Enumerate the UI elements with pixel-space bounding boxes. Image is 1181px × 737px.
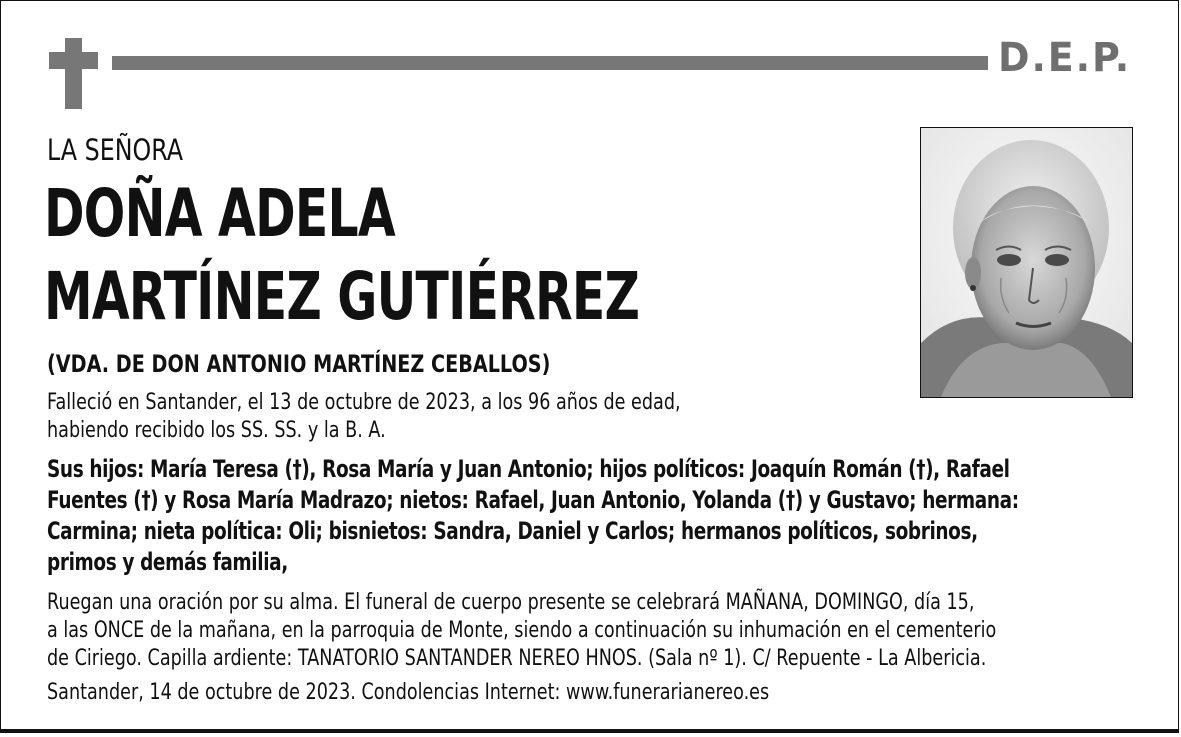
death-notice <box>47 389 681 445</box>
funeral-line: a las ONCE de la mañana, en la parroquia de Monte, siendo a continuación su inhumación en el cementerio <box>47 618 997 643</box>
funeral-line: de Ciriego. Capilla ardiente: TANATORIO SANTANDER NEREO HNOS. (Sala nº 1). C/ Repuente - La Albericia. <box>47 646 987 671</box>
intro-title: LA SEÑORA <box>47 133 184 167</box>
family-line: primos y demás familia, <box>47 548 288 576</box>
funeral-details <box>47 589 996 673</box>
footer-line: Santander, 14 de octubre de 2023. Condolencias Internet: www.funerarianereo.es <box>47 680 770 705</box>
portrait-photo <box>920 127 1133 398</box>
family-list <box>47 454 1019 578</box>
deceased-name-line1: DOÑA ADELA <box>44 175 395 252</box>
header-rule <box>112 56 988 70</box>
funeral-line: Ruegan una oración por su alma. El funeral de cuerpo presente se celebrará MAÑANA, DOMINGO, día 15, <box>47 590 975 615</box>
family-line: Sus hijos: María Teresa (†), Rosa María y Juan Antonio; hijos políticos: Joaquín Román (†), Rafael <box>47 455 1010 483</box>
widow-of-line: (VDA. DE DON ANTONIO MARTÍNEZ CEBALLOS) <box>47 350 551 378</box>
dep-label: D.E.P. <box>998 35 1132 81</box>
death-notice-line: habiendo recibido los SS. SS. y la B. A. <box>47 418 386 443</box>
portrait-image <box>921 128 1132 397</box>
cross-icon-bar <box>49 52 98 69</box>
family-line: Fuentes (†) y Rosa María Madrazo; nietos: Rafael, Juan Antonio, Yolanda (†) y Gustavo; hermana: <box>47 486 1019 514</box>
cross-icon <box>65 38 82 109</box>
family-line: Carmina; nieta política: Oli; bisnietos: Sandra, Daniel y Carlos; hermanos políticos, sobrinos, <box>47 517 978 545</box>
deceased-name-line2: MARTÍNEZ GUTIÉRREZ <box>44 258 640 335</box>
death-notice-line: Falleció en Santander, el 13 de octubre de 2023, a los 96 años de edad, <box>47 390 681 415</box>
